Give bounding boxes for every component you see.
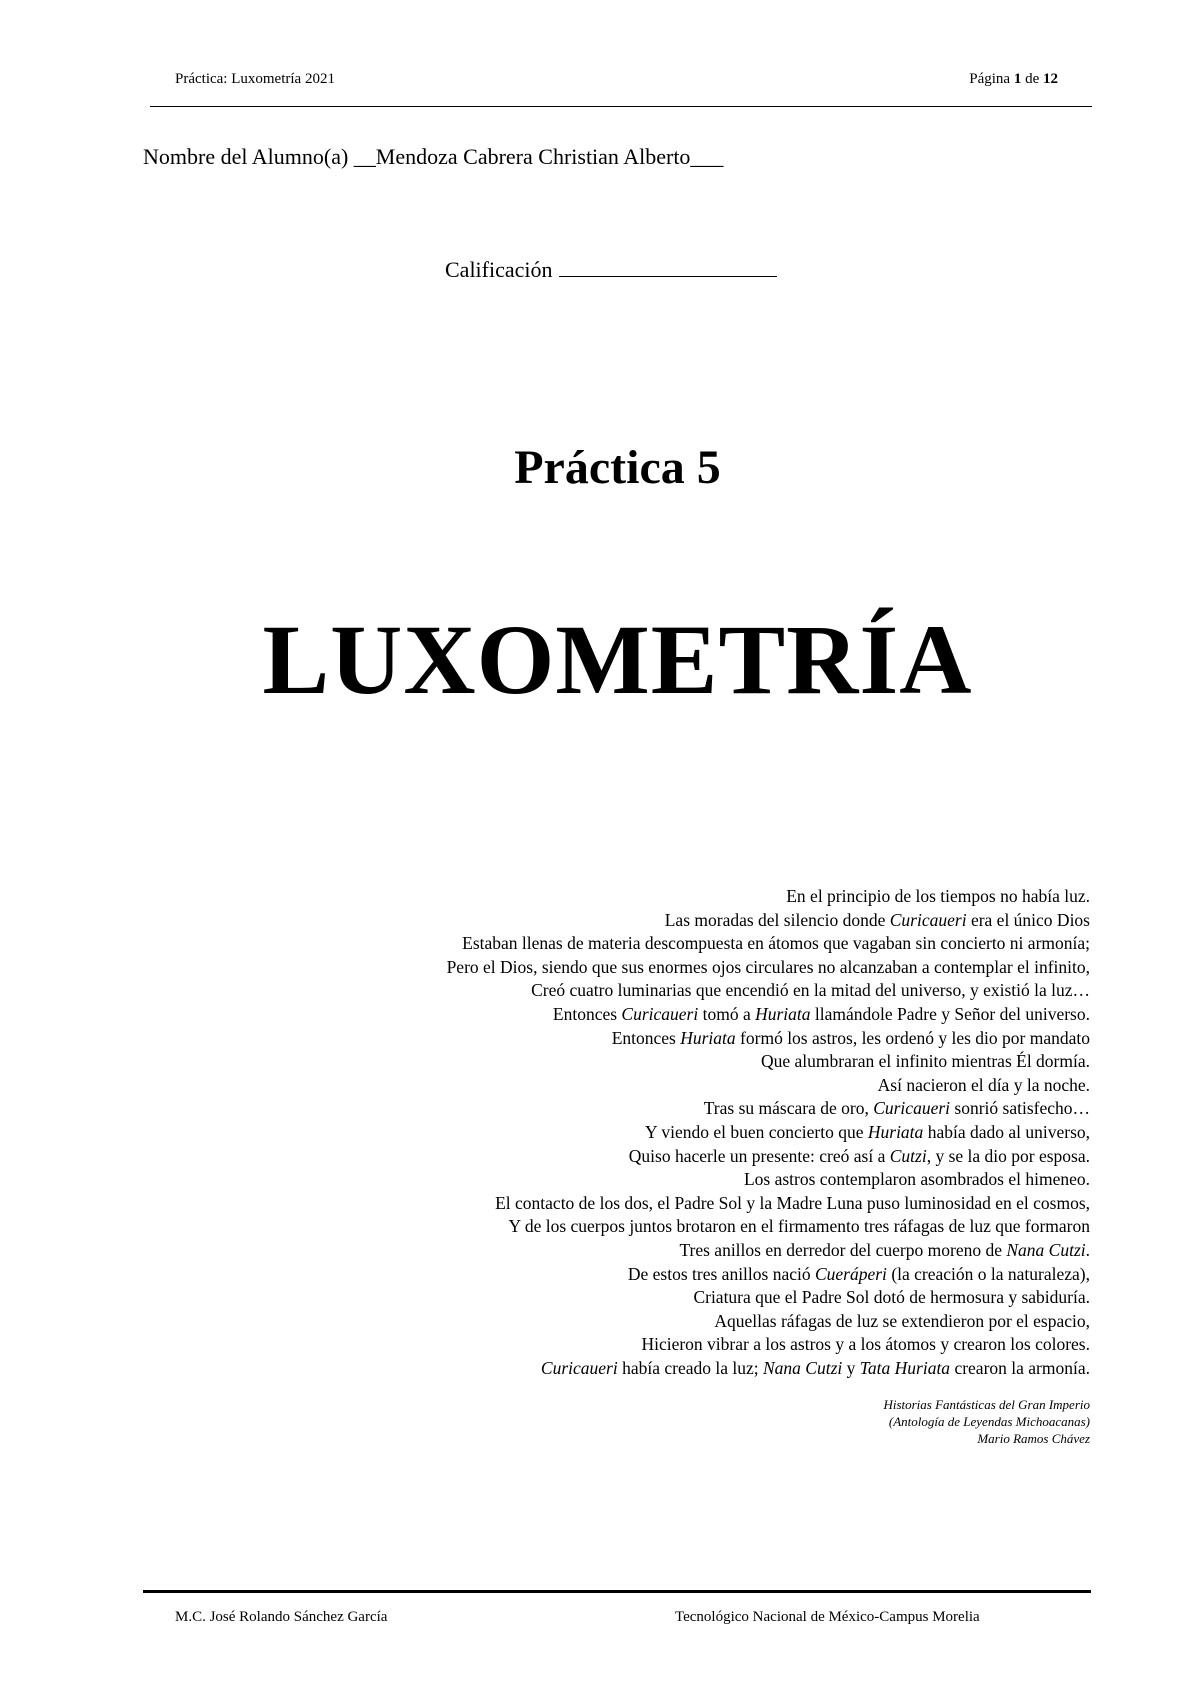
poem-line [447,1239,1090,1263]
poem-line [447,932,1090,956]
poem-line-text: (la creación o la naturaleza), [886,1263,1090,1284]
poem-line-text: había dado al universo, [923,1121,1090,1142]
poem-line-text: Quiso hacerle un presente: creó así a [628,1145,890,1166]
poem-line-text: Así nacieron el día y la noche. [877,1074,1090,1095]
student-name-line [143,144,723,170]
poem-line [447,1215,1090,1239]
poem-line-text: Hicieron vibrar a los astros y a los átomos y crearon los colores. [641,1334,1090,1355]
header-divider [150,106,1092,107]
footer-institution: Tecnológico Nacional de México-Campus Morelia [675,1609,980,1625]
poem-line-text: era el único Dios [966,909,1090,930]
poem-line-text: En el principio de los tiempos no había luz. [786,886,1090,906]
poem-line-text: crearon la armonía. [950,1357,1090,1378]
poem-line [447,1145,1090,1169]
main-title: LUXOMETRÍA [262,604,973,715]
student-name-label: Nombre del Alumno(a) [143,144,354,169]
footer-divider [143,1590,1091,1593]
poem-line-text: Entonces [552,1003,622,1024]
header-page-number [969,71,1058,88]
poem-line [447,956,1090,980]
poem-line-text: Criatura que el Padre Sol dotó de hermosura y sabiduría. [693,1287,1090,1308]
poem-line-text: Aquellas ráfagas de luz se extendieron por el espacio, [714,1310,1090,1331]
poem-line-italic: Curicaueri [540,1357,618,1378]
poem-line-text: sonrió satisfecho… [950,1098,1090,1119]
header-doc-title: Práctica: Luxometría 2021 [175,71,335,87]
page-current: 1 [1013,71,1022,87]
poem-line-text: Y viendo el buen concierto que [644,1121,868,1142]
poem-line-italic: Curicaueri [621,1003,699,1024]
poem-line [447,1333,1090,1357]
poem-line-italic: Cueráperi [814,1263,887,1284]
page-separator: de [1021,71,1043,87]
page-total: 12 [1043,71,1058,87]
poem-line-italic: Tata Huriata [859,1357,951,1378]
poem-line-text: y [842,1357,860,1378]
poem-line-text: Las moradas del silencio donde [664,909,890,930]
poem-line-text: Y de los cuerpos juntos brotaron en el firmamento tres ráfagas de luz que formaron [508,1216,1090,1237]
poem-line-italic: Huriata [867,1121,924,1142]
poem-line-text: tomó a [698,1003,756,1024]
poem-line [447,885,1090,909]
poem-line-text: Estaban llenas de materia descompuesta en átomos que vagaban sin concierto ni armonía; [462,933,1090,954]
grade-blank [559,256,777,277]
poem-line-text: Entonces [611,1027,681,1048]
poem-line-italic: Huriata [755,1003,811,1024]
poem-line [447,1192,1090,1216]
poem-line [447,1027,1090,1051]
practice-number: Práctica 5 [514,441,721,494]
footer-professor: M.C. José Rolando Sánchez García [175,1609,388,1625]
poem-line [447,909,1090,933]
poem-line [447,1097,1090,1121]
page-label: Página [969,71,1014,87]
poem-line [447,1168,1090,1192]
poem-line-text: De estos tres anillos nació [627,1263,815,1284]
poem-line [447,1074,1090,1098]
poem-line [447,1263,1090,1287]
poem-line [447,1050,1090,1074]
poem-line-text: Pero el Dios, siendo que sus enormes ojos circulares no alcanzaban a contemplar el infinito, [446,956,1090,977]
poem-line-text: Tras su máscara de oro, [703,1098,874,1119]
poem-line-italic: Curicaueri [889,909,967,930]
poem-line-text: formó los astros, les ordenó y les dio por mandato [735,1027,1090,1048]
poem-line [447,1357,1090,1381]
source-anthology: (Antología de Leyendas Michoacanas) [888,1414,1090,1429]
poem-line [447,1310,1090,1334]
poem-line [447,1121,1090,1145]
poem-line-text: había creado la luz; [617,1357,763,1378]
poem-line-text: Que alumbraran el infinito mientras Él dormía. [761,1051,1090,1072]
poem-line-italic: Curicaueri [873,1098,951,1119]
poem-line-text: llamándole Padre y Señor del universo. [810,1003,1090,1024]
poem-line-italic: Nana Cutzi [763,1357,843,1378]
poem-line-text: Creó cuatro luminarias que encendió en la mitad del universo, y existió la luz… [531,980,1090,1001]
poem-line [447,979,1090,1003]
poem-line-italic: Cutzi [889,1145,927,1166]
poem-line [447,1003,1090,1027]
source-author: Mario Ramos Chávez [977,1431,1090,1446]
poem [447,885,1090,1380]
poem-line-text: Tres anillos en derredor del cuerpo moreno de [679,1239,1007,1260]
student-name-value: __Mendoza Cabrera Christian Alberto___ [353,144,724,169]
poem-line-italic: Huriata [680,1027,736,1048]
poem-source [883,1396,1090,1447]
poem-line-text: El contacto de los dos, el Padre Sol y la Madre Luna puso luminosidad en el cosmos, [495,1192,1090,1213]
poem-line-italic: Nana Cutzi [1006,1239,1086,1260]
poem-line-text: Los astros contemplaron asombrados el himeneo. [743,1169,1090,1190]
grade-line [445,256,777,283]
grade-label: Calificación [445,257,553,282]
poem-line-text: , y se la dio por esposa. [926,1145,1090,1166]
source-book: Historias Fantásticas del Gran Imperio [883,1397,1090,1412]
poem-line-text: . [1085,1239,1090,1260]
poem-line [447,1286,1090,1310]
